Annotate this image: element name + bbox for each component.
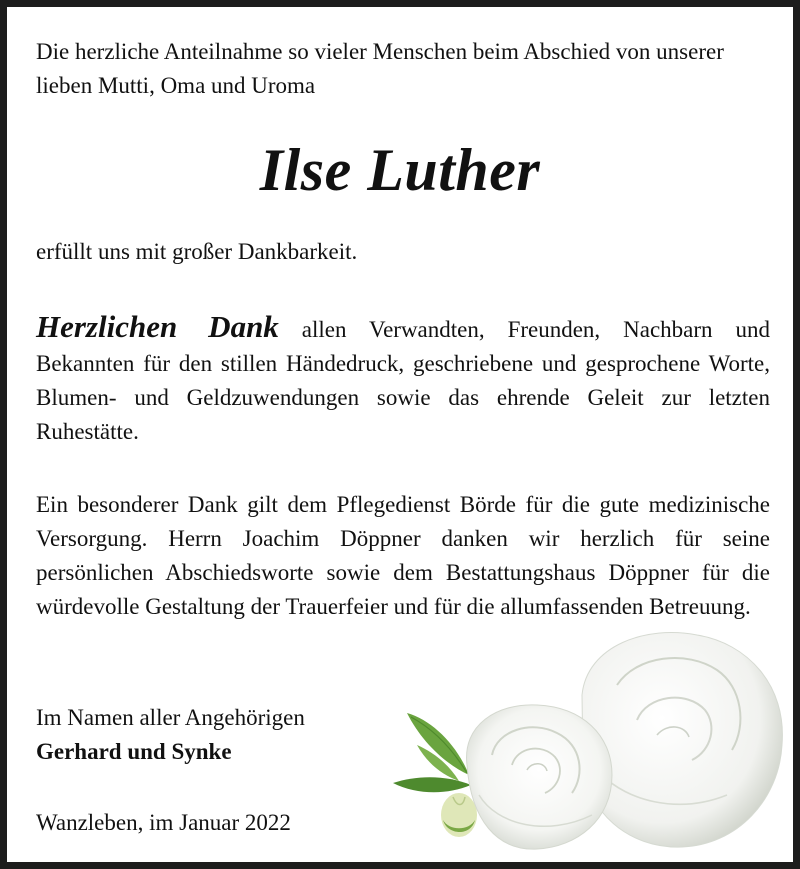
white-roses-image [387,625,797,869]
thanks-paragraph [36,310,770,449]
deceased-name: Ilse Luther [259,137,541,203]
rose-bud [441,793,477,837]
signoff-line: Im Namen aller Angehörigen [36,705,305,730]
thanks-heading: Herzlichen Dank [36,309,279,344]
thanks-body: allen Verwandten, Freunden, Nachbarn und Bekannten für den stillen Händedruck, geschriebene und gesprochene Worte, Blumen- und Geldzuwendungen sowie das ehrende Geleit zur letzten Ruhestätte. [36,317,770,444]
gratitude-text: erfüllt uns mit großer Dankbarkeit. [36,239,358,264]
right-rose [582,633,782,848]
signers-names: Gerhard und Synke [36,739,232,764]
special-thanks-paragraph: Ein besonderer Dank gilt dem Pflegedienst Börde für die gute medizinische Versorgung. Herrn Joachim Döppner danken wir herzlich für seine persönlichen Abschiedsworte sowie dem Bestattungshaus Döppner für die würdevolle Gestaltung der Trauerfeier und für die allumfassenden Betreuung. [36,492,770,619]
left-rose [467,705,612,849]
intro-text: Die herzliche Anteilnahme so vieler Menschen beim Abschied von unserer lieben Mutti, Oma und Uroma [36,39,724,98]
signoff-block [36,701,305,769]
place-and-date: Wanzleben, im Januar 2022 [36,810,291,835]
